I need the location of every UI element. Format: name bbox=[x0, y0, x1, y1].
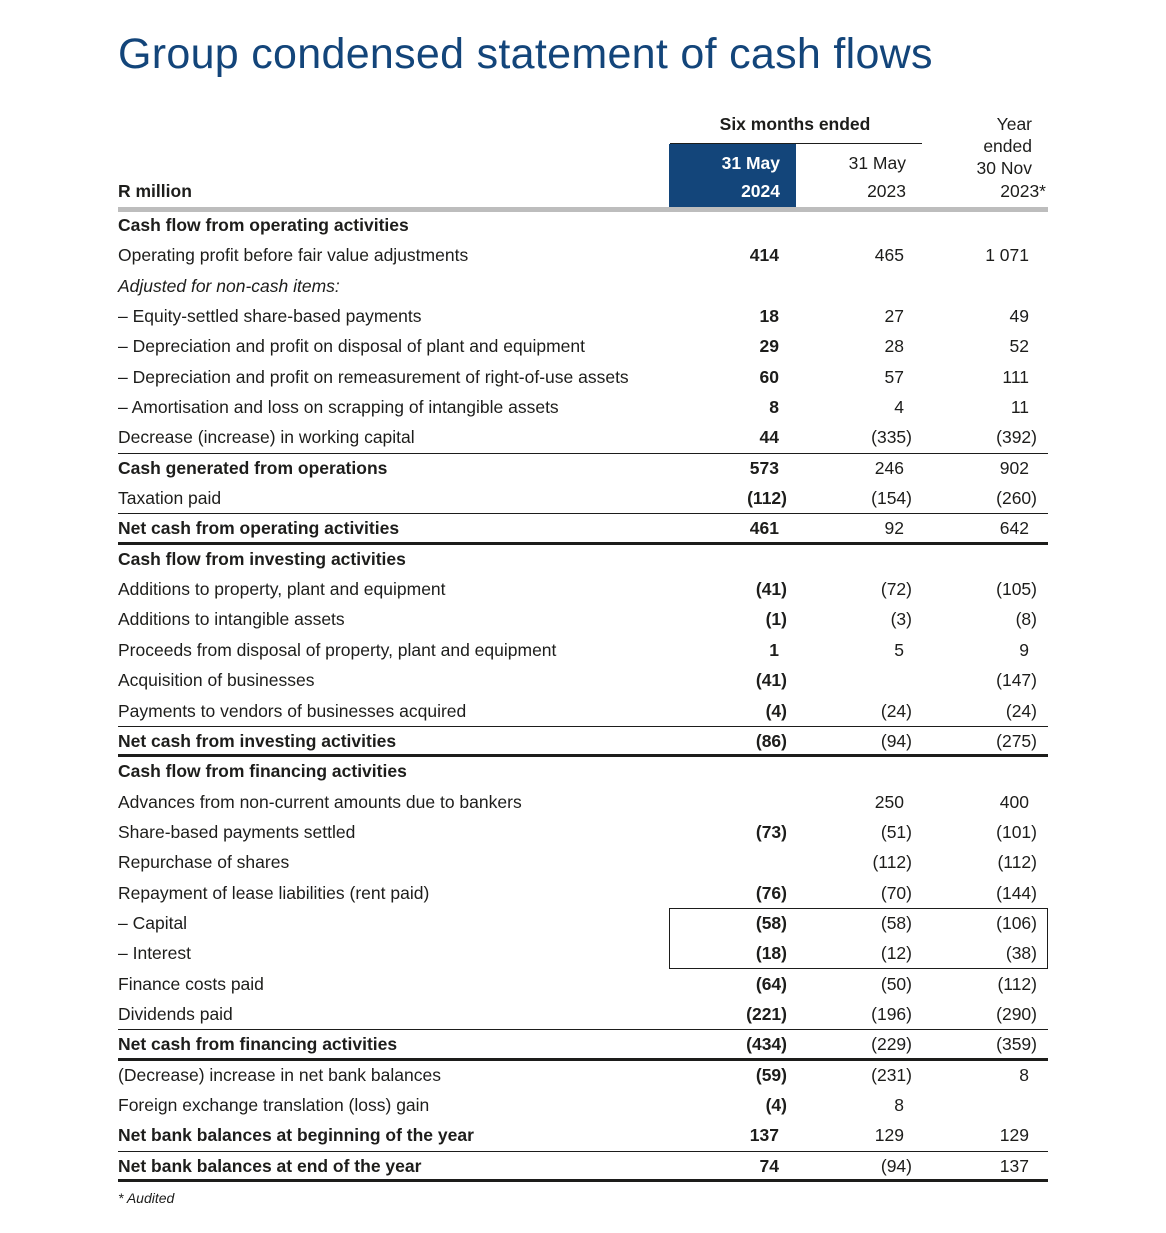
total-row bbox=[118, 514, 1048, 544]
value-may-2024: 44 bbox=[759, 427, 779, 448]
value-nov-2023: (8) bbox=[1015, 609, 1037, 630]
row-label: Proceeds from disposal of property, plant and equipment bbox=[118, 639, 557, 660]
value-may-2024: 1 bbox=[769, 639, 779, 660]
unit-label: R million bbox=[118, 181, 192, 201]
table-row bbox=[118, 788, 1048, 818]
total-row bbox=[118, 1030, 1048, 1060]
row-label: Net cash from operating activities bbox=[118, 518, 400, 539]
value-nov-2023: (101) bbox=[996, 821, 1037, 842]
total-row bbox=[118, 727, 1048, 757]
table-row bbox=[118, 970, 1048, 1000]
row-label: Decrease (increase) in working capital bbox=[118, 427, 415, 448]
col3-line1: Year bbox=[996, 114, 1032, 134]
table-row bbox=[118, 363, 1048, 393]
row-label: Repayment of lease liabilities (rent paid) bbox=[118, 882, 430, 903]
value-nov-2023: 902 bbox=[999, 457, 1029, 478]
row-label: Finance costs paid bbox=[118, 973, 264, 994]
row-label: Payments to vendors of businesses acquired bbox=[118, 700, 467, 721]
value-nov-2023: (147) bbox=[996, 670, 1037, 691]
value-may-2023: 92 bbox=[884, 518, 904, 539]
value-may-2023: 129 bbox=[874, 1125, 904, 1146]
value-may-2024: (59) bbox=[755, 1064, 787, 1085]
row-label: Cash generated from operations bbox=[118, 457, 388, 478]
value-may-2023: 5 bbox=[894, 639, 904, 660]
value-nov-2023: 642 bbox=[999, 518, 1029, 539]
value-may-2023: (24) bbox=[880, 700, 912, 721]
value-nov-2023: (392) bbox=[996, 427, 1037, 448]
table-row bbox=[118, 302, 1048, 332]
table-row bbox=[118, 423, 1048, 453]
value-nov-2023: (359) bbox=[996, 1034, 1037, 1055]
value-nov-2023: 52 bbox=[1009, 336, 1029, 357]
value-nov-2023: 8 bbox=[1019, 1064, 1029, 1085]
row-label: – Capital bbox=[118, 912, 188, 933]
table-row bbox=[118, 241, 1048, 271]
value-may-2023: 246 bbox=[874, 457, 904, 478]
row-label: Acquisition of businesses bbox=[118, 670, 315, 691]
value-nov-2023: 49 bbox=[1009, 306, 1029, 327]
value-nov-2023: (24) bbox=[1005, 700, 1037, 721]
table-row bbox=[118, 697, 1048, 727]
total-row bbox=[118, 1152, 1048, 1182]
value-may-2024: (434) bbox=[746, 1034, 787, 1055]
row-label: Dividends paid bbox=[118, 1003, 233, 1024]
value-may-2024: (73) bbox=[755, 821, 787, 842]
row-label: Foreign exchange translation (loss) gain bbox=[118, 1094, 430, 1115]
value-may-2024: (58) bbox=[755, 912, 787, 933]
table-row bbox=[118, 272, 1048, 302]
value-nov-2023: (106) bbox=[996, 912, 1037, 933]
row-label: Cash flow from financing activities bbox=[118, 761, 407, 782]
value-may-2024: (18) bbox=[755, 943, 787, 964]
col3-line2: ended bbox=[983, 136, 1032, 156]
table-row bbox=[118, 393, 1048, 423]
col2-line2: 2023 bbox=[867, 181, 906, 201]
row-label: Adjusted for non-cash items: bbox=[118, 275, 340, 296]
value-nov-2023: (144) bbox=[996, 882, 1037, 903]
value-may-2023: (12) bbox=[880, 943, 912, 964]
row-label: Net bank balances at beginning of the year bbox=[118, 1125, 474, 1146]
value-nov-2023: (112) bbox=[997, 973, 1037, 994]
row-label: Net bank balances at end of the year bbox=[118, 1155, 422, 1176]
value-may-2023: 57 bbox=[884, 366, 904, 387]
table-row bbox=[118, 636, 1048, 666]
col1-line1: 31 May bbox=[721, 153, 780, 173]
value-may-2023: 465 bbox=[874, 245, 904, 266]
value-may-2024: 18 bbox=[759, 306, 779, 327]
value-nov-2023: (275) bbox=[996, 730, 1037, 751]
col2-line1: 31 May bbox=[848, 153, 906, 173]
value-may-2024: (64) bbox=[755, 973, 787, 994]
row-label: Additions to property, plant and equipment bbox=[118, 579, 446, 600]
row-label: Operating profit before fair value adjustments bbox=[118, 245, 469, 266]
value-may-2023: 4 bbox=[894, 397, 904, 418]
value-may-2023: (196) bbox=[871, 1003, 912, 1024]
section-header-row bbox=[118, 545, 1048, 575]
value-may-2023: (70) bbox=[880, 882, 912, 903]
value-nov-2023: 137 bbox=[999, 1155, 1029, 1176]
table-row bbox=[118, 666, 1048, 696]
value-may-2023: 8 bbox=[894, 1094, 904, 1115]
row-label: Cash flow from operating activities bbox=[118, 215, 409, 235]
table-row bbox=[118, 1061, 1048, 1091]
table-row bbox=[118, 848, 1048, 878]
value-may-2024: 74 bbox=[759, 1155, 779, 1176]
six-months-header: Six months ended bbox=[719, 114, 871, 134]
value-may-2024: 461 bbox=[749, 518, 779, 539]
value-may-2023: 27 bbox=[884, 306, 904, 327]
row-label: – Amortisation and loss on scrapping of intangible assets bbox=[118, 397, 559, 418]
column-header-may-2024 bbox=[669, 144, 796, 207]
row-label: Net cash from financing activities bbox=[118, 1034, 398, 1055]
table-row bbox=[118, 575, 1048, 605]
value-may-2023: (72) bbox=[880, 579, 912, 600]
table-row bbox=[118, 332, 1048, 362]
value-may-2024: (112) bbox=[747, 488, 787, 509]
section-header-row bbox=[118, 211, 1048, 241]
row-label: – Equity-settled share-based payments bbox=[118, 306, 422, 327]
value-may-2023: (51) bbox=[880, 821, 912, 842]
value-nov-2023: (290) bbox=[996, 1003, 1037, 1024]
value-may-2024: (4) bbox=[765, 700, 787, 721]
value-may-2023: 28 bbox=[884, 336, 904, 357]
value-may-2024: (4) bbox=[765, 1094, 787, 1115]
value-may-2024: (76) bbox=[755, 882, 787, 903]
value-nov-2023: 111 bbox=[1002, 366, 1029, 387]
value-may-2023: (154) bbox=[871, 488, 912, 509]
row-label: Additions to intangible assets bbox=[118, 609, 345, 630]
row-label: (Decrease) increase in net bank balances bbox=[118, 1064, 441, 1085]
value-may-2023: (229) bbox=[871, 1034, 912, 1055]
value-may-2023: (94) bbox=[880, 1155, 912, 1176]
value-may-2024: 29 bbox=[759, 336, 779, 357]
section-header-row bbox=[118, 757, 1048, 787]
total-row bbox=[118, 1121, 1048, 1151]
footnote: * Audited bbox=[118, 1190, 175, 1206]
table-row bbox=[118, 605, 1048, 635]
value-may-2023: (112) bbox=[872, 852, 912, 873]
row-label: – Depreciation and profit on remeasurement of right-of-use assets bbox=[118, 366, 629, 387]
col3-line3: 30 Nov bbox=[976, 158, 1032, 178]
value-may-2024: 573 bbox=[749, 457, 779, 478]
row-label: Cash flow from investing activities bbox=[118, 548, 406, 569]
row-label: Share-based payments settled bbox=[118, 821, 356, 842]
value-may-2023: 250 bbox=[874, 791, 904, 812]
value-may-2024: 60 bbox=[759, 366, 779, 387]
page-title: Group condensed statement of cash flows bbox=[118, 30, 933, 78]
col1-line2: 2024 bbox=[741, 181, 780, 201]
value-may-2023: (94) bbox=[880, 730, 912, 751]
table-row bbox=[118, 818, 1048, 848]
value-nov-2023: 129 bbox=[999, 1125, 1029, 1146]
row-label: – Interest bbox=[118, 943, 191, 964]
table-row bbox=[118, 1091, 1048, 1121]
value-may-2024: 8 bbox=[769, 397, 779, 418]
table-row bbox=[118, 484, 1048, 514]
lease-breakdown-box bbox=[669, 908, 1048, 969]
cash-flow-table bbox=[118, 211, 1048, 1182]
value-nov-2023: (260) bbox=[996, 488, 1037, 509]
value-may-2023: (50) bbox=[880, 973, 912, 994]
total-row bbox=[118, 454, 1048, 484]
value-nov-2023: (105) bbox=[996, 579, 1037, 600]
value-nov-2023: 400 bbox=[999, 791, 1029, 812]
value-may-2024: (221) bbox=[746, 1003, 787, 1024]
value-may-2024: (41) bbox=[755, 579, 787, 600]
value-may-2023: (231) bbox=[871, 1064, 912, 1085]
table-row bbox=[118, 879, 1048, 909]
row-label: Taxation paid bbox=[118, 488, 222, 509]
row-label: – Depreciation and profit on disposal of plant and equipment bbox=[118, 336, 585, 357]
row-label: Advances from non-current amounts due to bankers bbox=[118, 791, 522, 812]
value-nov-2023: 9 bbox=[1019, 639, 1029, 660]
row-label: Repurchase of shares bbox=[118, 852, 290, 873]
row-label: Net cash from investing activities bbox=[118, 730, 397, 751]
value-may-2024: (1) bbox=[765, 609, 787, 630]
value-nov-2023: (112) bbox=[997, 852, 1037, 873]
value-may-2024: (86) bbox=[755, 730, 787, 751]
table-row bbox=[118, 1000, 1048, 1030]
value-may-2024: 414 bbox=[749, 245, 779, 266]
value-may-2023: (335) bbox=[871, 427, 912, 448]
value-nov-2023: (38) bbox=[1005, 943, 1037, 964]
value-may-2024: (41) bbox=[755, 670, 787, 691]
value-may-2024: 137 bbox=[749, 1125, 779, 1146]
value-nov-2023: 11 bbox=[1010, 397, 1029, 418]
value-nov-2023: 1 071 bbox=[985, 245, 1029, 266]
value-may-2023: (58) bbox=[880, 912, 912, 933]
col3-line4: 2023* bbox=[1000, 181, 1046, 201]
value-may-2023: (3) bbox=[890, 609, 912, 630]
